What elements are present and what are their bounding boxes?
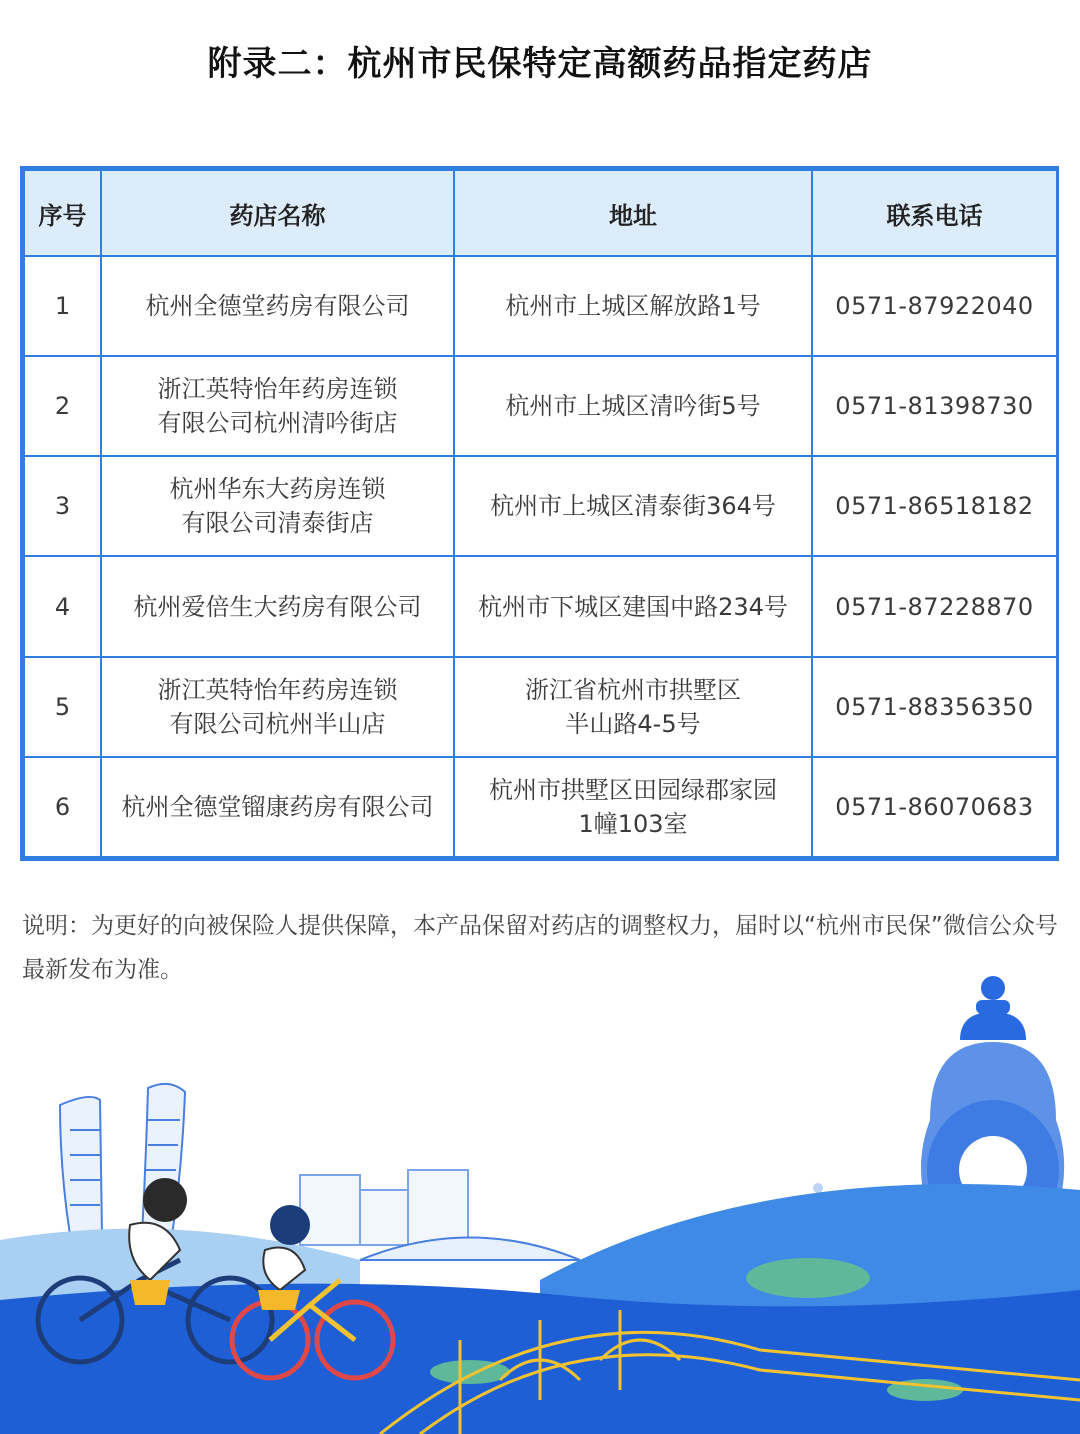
city-gate-illustration [300, 1170, 468, 1245]
row-number: 5 [24, 657, 101, 757]
header-name: 药店名称 [101, 170, 454, 256]
pharmacy-phone: 0571-88356350 [812, 657, 1057, 757]
pharmacy-phone: 0571-87922040 [812, 256, 1057, 356]
pharmacy-address: 杭州市上城区解放路1号 [454, 256, 812, 356]
pharmacy-address: 杭州市下城区建国中路234号 [454, 556, 812, 656]
table-row [24, 657, 1057, 757]
pharmacy-name: 杭州全德堂镏康药房有限公司 [101, 757, 454, 857]
header-phone: 联系电话 [812, 170, 1057, 256]
pharmacy-name: 杭州爱倍生大药房有限公司 [101, 556, 454, 656]
row-number: 1 [24, 256, 101, 356]
lily-pad [746, 1258, 870, 1298]
pharmacy-phone: 0571-86518182 [812, 456, 1057, 556]
pharmacy-name: 杭州华东大药房连锁 有限公司清泰街店 [101, 456, 454, 556]
pharmacy-address: 杭州市拱墅区田园绿郡家园 1幢103室 [454, 757, 812, 857]
table-header-row [24, 170, 1057, 256]
pharmacy-address: 浙江省杭州市拱墅区 半山路4-5号 [454, 657, 812, 757]
row-number: 2 [24, 356, 101, 456]
row-number: 4 [24, 556, 101, 656]
pharmacy-name: 浙江英特怡年药房连锁 有限公司杭州清吟街店 [101, 356, 454, 456]
pharmacy-phone: 0571-81398730 [812, 356, 1057, 456]
table-row [24, 456, 1057, 556]
header-no: 序号 [24, 170, 101, 256]
row-number: 3 [24, 456, 101, 556]
pharmacy-address: 杭州市上城区清吟街5号 [454, 356, 812, 456]
header-address: 地址 [454, 170, 812, 256]
pharmacy-phone: 0571-87228870 [812, 556, 1057, 656]
pharmacy-table [20, 166, 1059, 861]
table-row [24, 757, 1057, 857]
table-row [24, 256, 1057, 356]
row-number: 6 [24, 757, 101, 857]
pharmacy-name: 浙江英特怡年药房连锁 有限公司杭州半山店 [101, 657, 454, 757]
page-title: 附录二：杭州市民保特定高额药品指定药店 [207, 44, 873, 84]
pharmacy-name: 杭州全德堂药房有限公司 [101, 256, 454, 356]
hangzhou-scenery-illustration [0, 960, 1080, 1434]
disclaimer-note: 说明：为更好的向被保险人提供保障，本产品保留对药店的调整权力，届时以“杭州市民保”微信公众号最新发布为准。 [22, 913, 1058, 983]
table-row [24, 356, 1057, 456]
pharmacy-phone: 0571-86070683 [812, 757, 1057, 857]
table-row [24, 556, 1057, 656]
pharmacy-address: 杭州市上城区清泰街364号 [454, 456, 812, 556]
